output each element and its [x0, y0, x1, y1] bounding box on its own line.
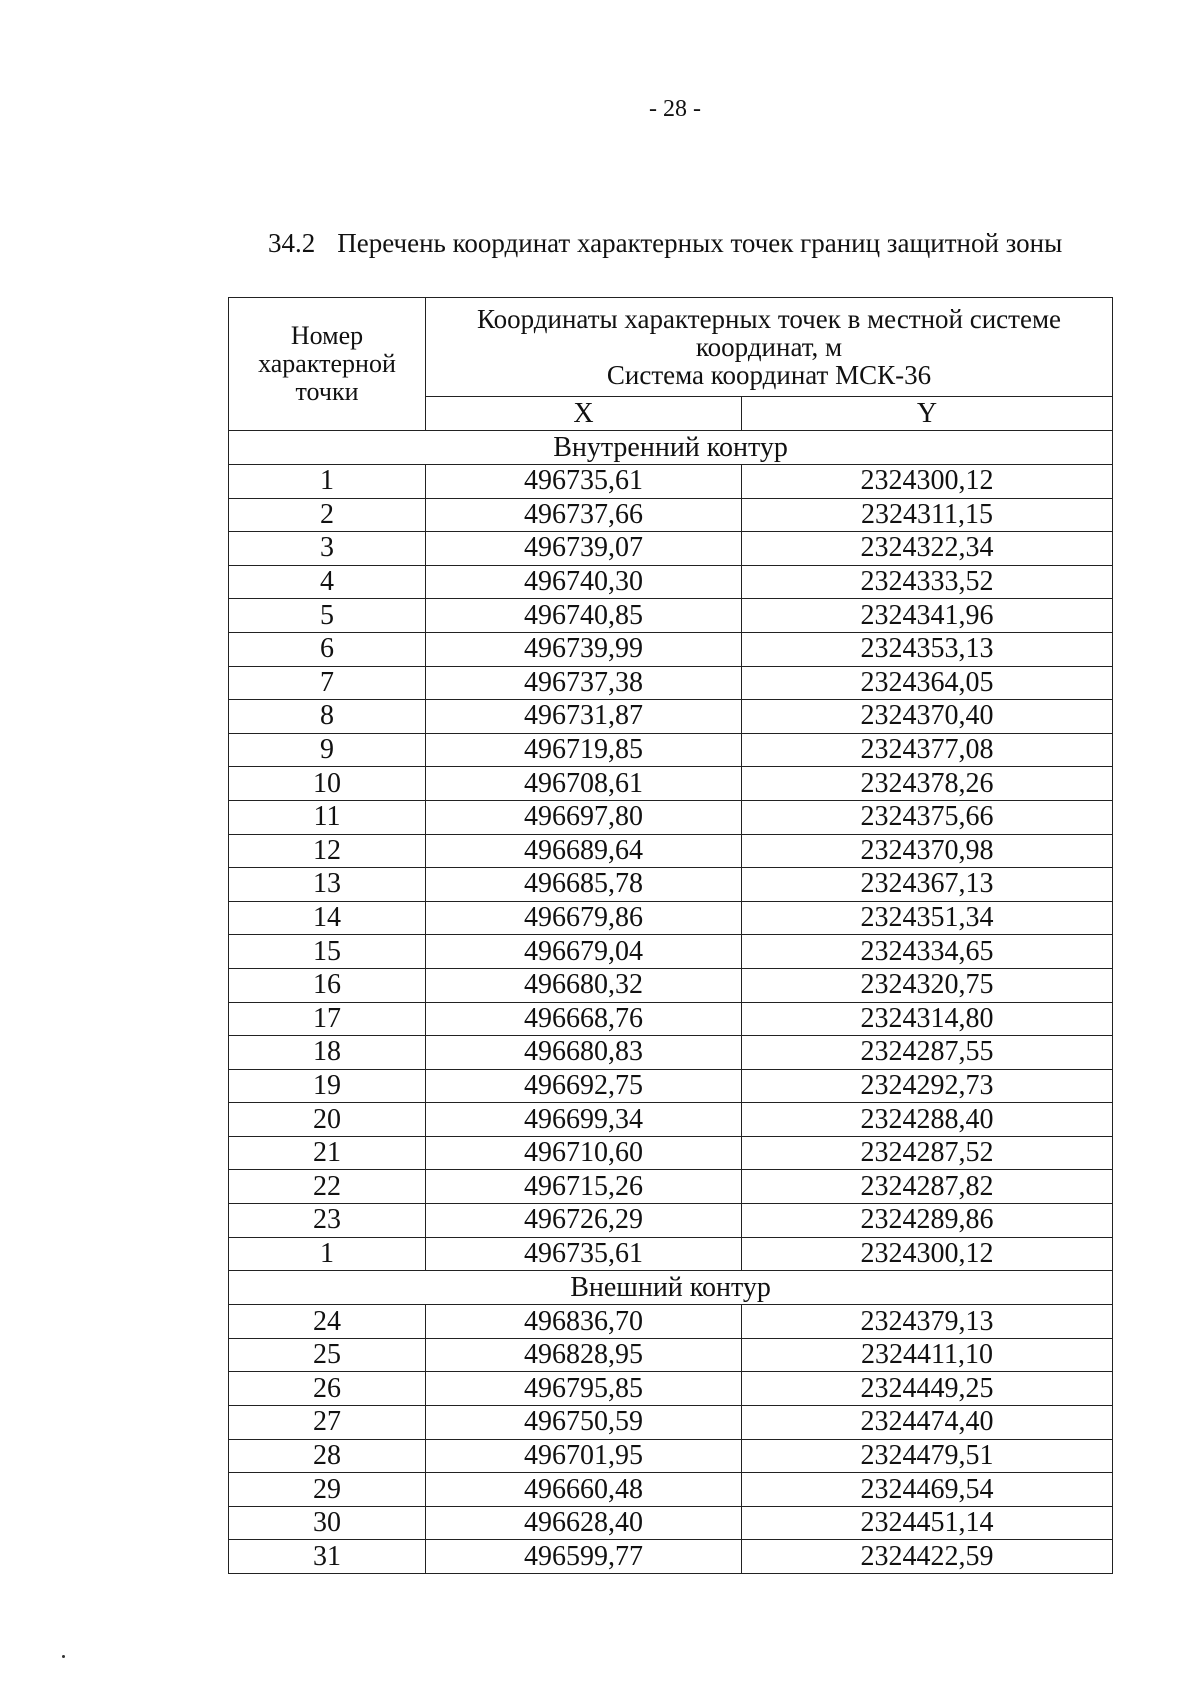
point-number-cell: 10 [229, 767, 426, 801]
x-coordinate-cell: 496697,80 [426, 800, 742, 834]
table-row [229, 465, 1113, 499]
y-coordinate-cell: 2324378,26 [742, 767, 1113, 801]
table-row [229, 1473, 1113, 1507]
point-number-cell: 1 [229, 465, 426, 499]
y-coordinate-cell: 2324334,65 [742, 935, 1113, 969]
point-number-cell: 14 [229, 901, 426, 935]
y-coordinate-cell: 2324469,54 [742, 1473, 1113, 1507]
table-row [229, 968, 1113, 1002]
table-row [229, 1372, 1113, 1406]
table-row [229, 632, 1113, 666]
section-title [268, 228, 1062, 259]
point-number-cell: 21 [229, 1136, 426, 1170]
table-row [229, 1439, 1113, 1473]
x-coordinate-cell: 496735,61 [426, 1237, 742, 1271]
y-coordinate-cell: 2324364,05 [742, 666, 1113, 700]
point-number-cell: 6 [229, 632, 426, 666]
x-coordinate-cell: 496680,32 [426, 968, 742, 1002]
y-coordinate-cell: 2324287,55 [742, 1036, 1113, 1070]
y-coordinate-cell: 2324367,13 [742, 868, 1113, 902]
x-coordinate-cell: 496668,76 [426, 1002, 742, 1036]
point-number-cell: 11 [229, 800, 426, 834]
point-number-cell: 12 [229, 834, 426, 868]
table-row [229, 1338, 1113, 1372]
y-coordinate-cell: 2324353,13 [742, 632, 1113, 666]
point-number-cell: 27 [229, 1406, 426, 1440]
table-row [229, 666, 1113, 700]
x-coordinate-cell: 496731,87 [426, 700, 742, 734]
x-coordinate-cell: 496680,83 [426, 1036, 742, 1070]
point-number-cell: 23 [229, 1204, 426, 1238]
x-coordinate-cell: 496828,95 [426, 1338, 742, 1372]
x-coordinate-cell: 496739,07 [426, 532, 742, 566]
point-number-header: Номер характерной точки [229, 298, 426, 431]
y-coordinate-cell: 2324479,51 [742, 1439, 1113, 1473]
point-number-cell: 2 [229, 498, 426, 532]
section-name: Внешний контур [229, 1271, 1113, 1305]
table-row [229, 1002, 1113, 1036]
table-row [229, 565, 1113, 599]
point-number-cell: 17 [229, 1002, 426, 1036]
coordinates-header [426, 298, 1113, 397]
table-row [229, 1237, 1113, 1271]
point-number-cell: 25 [229, 1338, 426, 1372]
table-header-row [229, 298, 1113, 397]
x-coordinate-cell: 496701,95 [426, 1439, 742, 1473]
x-coordinate-cell: 496719,85 [426, 733, 742, 767]
y-coordinate-cell: 2324451,14 [742, 1506, 1113, 1540]
section-title-text: Перечень координат характерных точек границ защитной зоны [337, 228, 1063, 258]
point-number-cell: 4 [229, 565, 426, 599]
point-number-cell: 15 [229, 935, 426, 969]
x-coordinate-cell: 496710,60 [426, 1136, 742, 1170]
x-coordinate-cell: 496737,66 [426, 498, 742, 532]
section-row [229, 431, 1113, 465]
table-row [229, 800, 1113, 834]
y-coordinate-cell: 2324370,40 [742, 700, 1113, 734]
x-coordinate-cell: 496699,34 [426, 1103, 742, 1137]
table-row [229, 498, 1113, 532]
y-coordinate-cell: 2324411,10 [742, 1338, 1113, 1372]
y-coordinate-cell: 2324300,12 [742, 465, 1113, 499]
y-coordinate-cell: 2324377,08 [742, 733, 1113, 767]
y-coordinate-cell: 2324287,52 [742, 1136, 1113, 1170]
x-coordinate-cell: 496735,61 [426, 465, 742, 499]
table-row [229, 1406, 1113, 1440]
point-number-cell: 3 [229, 532, 426, 566]
x-coordinate-cell: 496660,48 [426, 1473, 742, 1507]
y-coordinate-cell: 2324292,73 [742, 1069, 1113, 1103]
table-row [229, 834, 1113, 868]
y-coordinate-cell: 2324287,82 [742, 1170, 1113, 1204]
y-coordinate-cell: 2324379,13 [742, 1305, 1113, 1339]
coordinates-header-line1: Координаты характерных точек в местной системе координат, м [476, 304, 1062, 362]
x-coordinate-cell: 496795,85 [426, 1372, 742, 1406]
y-coordinate-cell: 2324311,15 [742, 498, 1113, 532]
table-row [229, 532, 1113, 566]
y-coordinate-cell: 2324370,98 [742, 834, 1113, 868]
x-coordinate-cell: 496599,77 [426, 1540, 742, 1574]
table-row [229, 935, 1113, 969]
scan-speck [62, 1655, 65, 1658]
x-coordinate-cell: 496708,61 [426, 767, 742, 801]
table-row [229, 1170, 1113, 1204]
x-coordinate-cell: 496740,85 [426, 599, 742, 633]
coordinates-header-line2: Система координат МСК-36 [606, 360, 932, 390]
y-coordinate-cell: 2324314,80 [742, 1002, 1113, 1036]
table-row [229, 1204, 1113, 1238]
x-coordinate-cell: 496726,29 [426, 1204, 742, 1238]
point-number-cell: 18 [229, 1036, 426, 1070]
point-number-cell: 29 [229, 1473, 426, 1507]
point-number-cell: 13 [229, 868, 426, 902]
table-row [229, 599, 1113, 633]
x-coordinate-cell: 496685,78 [426, 868, 742, 902]
table-row [229, 1103, 1113, 1137]
x-coordinate-cell: 496715,26 [426, 1170, 742, 1204]
point-number-cell: 24 [229, 1305, 426, 1339]
table-row [229, 1506, 1113, 1540]
table-row [229, 1136, 1113, 1170]
table-row [229, 1069, 1113, 1103]
table-row [229, 700, 1113, 734]
table-row [229, 901, 1113, 935]
y-coordinate-cell: 2324422,59 [742, 1540, 1113, 1574]
section-number: 34.2 [268, 228, 316, 258]
y-coordinate-cell: 2324322,34 [742, 532, 1113, 566]
point-number-cell: 28 [229, 1439, 426, 1473]
x-coordinate-cell: 496740,30 [426, 565, 742, 599]
table-row [229, 1540, 1113, 1574]
point-number-cell: 9 [229, 733, 426, 767]
x-coordinate-cell: 496739,99 [426, 632, 742, 666]
table-row [229, 1305, 1113, 1339]
page-number: - 28 - [649, 96, 701, 122]
x-coordinate-cell: 496692,75 [426, 1069, 742, 1103]
y-coordinate-cell: 2324300,12 [742, 1237, 1113, 1271]
x-coordinate-cell: 496679,04 [426, 935, 742, 969]
section-name: Внутренний контур [229, 431, 1113, 465]
y-coordinate-cell: 2324289,86 [742, 1204, 1113, 1238]
y-coordinate-cell: 2324375,66 [742, 800, 1113, 834]
x-coordinate-cell: 496679,86 [426, 901, 742, 935]
point-number-cell: 26 [229, 1372, 426, 1406]
x-coordinate-cell: 496689,64 [426, 834, 742, 868]
y-coordinate-cell: 2324320,75 [742, 968, 1113, 1002]
point-number-cell: 1 [229, 1237, 426, 1271]
point-number-cell: 30 [229, 1506, 426, 1540]
point-number-cell: 19 [229, 1069, 426, 1103]
y-coordinate-cell: 2324449,25 [742, 1372, 1113, 1406]
coordinates-table [228, 297, 1113, 1574]
point-number-cell: 8 [229, 700, 426, 734]
table-row [229, 733, 1113, 767]
table-row [229, 767, 1113, 801]
x-header: X [426, 397, 742, 431]
point-number-cell: 16 [229, 968, 426, 1002]
point-number-cell: 20 [229, 1103, 426, 1137]
point-number-cell: 22 [229, 1170, 426, 1204]
point-number-cell: 7 [229, 666, 426, 700]
point-number-cell: 5 [229, 599, 426, 633]
y-coordinate-cell: 2324333,52 [742, 565, 1113, 599]
x-coordinate-cell: 496737,38 [426, 666, 742, 700]
y-coordinate-cell: 2324474,40 [742, 1406, 1113, 1440]
point-number-cell: 31 [229, 1540, 426, 1574]
y-coordinate-cell: 2324288,40 [742, 1103, 1113, 1137]
y-header: Y [742, 397, 1113, 431]
y-coordinate-cell: 2324341,96 [742, 599, 1113, 633]
x-coordinate-cell: 496836,70 [426, 1305, 742, 1339]
x-coordinate-cell: 496750,59 [426, 1406, 742, 1440]
x-coordinate-cell: 496628,40 [426, 1506, 742, 1540]
y-coordinate-cell: 2324351,34 [742, 901, 1113, 935]
table-row [229, 1036, 1113, 1070]
table-row [229, 868, 1113, 902]
section-row [229, 1271, 1113, 1305]
